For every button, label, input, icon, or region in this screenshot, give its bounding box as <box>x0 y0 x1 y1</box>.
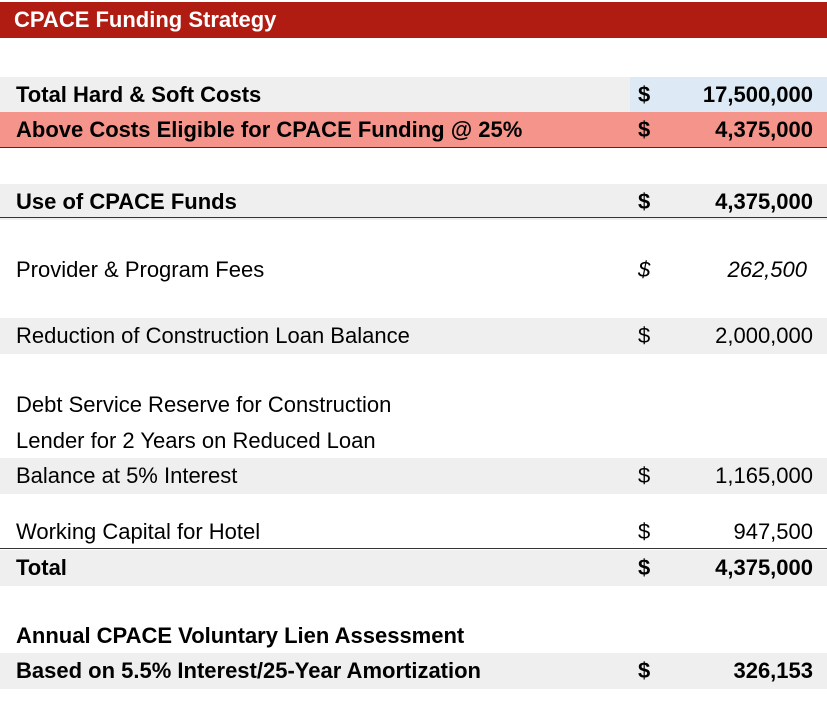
currency-symbol: $ <box>638 189 651 214</box>
row-amount: 4,375,000 <box>715 189 813 214</box>
divider <box>0 217 827 218</box>
row-amount: 1,165,000 <box>715 463 813 488</box>
currency-symbol: $ <box>638 117 651 142</box>
row-label: Based on 5.5% Interest/25-Year Amortization <box>16 658 481 683</box>
row-amount: 4,375,000 <box>715 117 813 142</box>
row-label: Debt Service Reserve for Construction <box>16 392 392 417</box>
row-reserve-line3 <box>0 458 827 494</box>
row-label: Use of CPACE Funds <box>16 189 237 214</box>
row-working-capital <box>0 514 827 550</box>
row-annual-line1 <box>0 618 827 654</box>
row-total <box>0 550 827 586</box>
divider <box>0 147 827 148</box>
currency-symbol: $ <box>638 82 651 107</box>
row-label: Provider & Program Fees <box>16 257 265 282</box>
row-amount: 326,153 <box>733 658 813 683</box>
currency-symbol: $ <box>638 519 651 544</box>
row-amount: 17,500,000 <box>702 82 813 107</box>
row-reduction <box>0 318 827 354</box>
row-reserve-line1 <box>0 387 827 423</box>
row-label: Lender for 2 Years on Reduced Loan <box>16 428 376 453</box>
page-title: CPACE Funding Strategy <box>0 2 827 38</box>
currency-symbol: $ <box>638 323 651 348</box>
row-amount: 4,375,000 <box>715 555 813 580</box>
row-label: Total <box>16 555 67 580</box>
row-use-of-funds <box>0 184 827 220</box>
row-total-costs <box>0 77 827 113</box>
row-reserve-line2 <box>0 423 827 459</box>
row-label: Balance at 5% Interest <box>16 463 238 488</box>
row-amount: 262,500 <box>727 257 807 282</box>
divider <box>0 548 827 549</box>
row-amount: 2,000,000 <box>715 323 813 348</box>
row-annual-line2 <box>0 653 827 689</box>
currency-symbol: $ <box>638 463 651 488</box>
row-provider-fees <box>0 252 827 288</box>
row-amount: 947,500 <box>733 519 813 544</box>
row-label: Working Capital for Hotel <box>16 519 261 544</box>
row-label: Reduction of Construction Loan Balance <box>16 323 410 348</box>
row-label: Above Costs Eligible for CPACE Funding @ 25% <box>16 117 523 142</box>
currency-symbol: $ <box>638 257 651 282</box>
row-eligible <box>0 112 827 148</box>
row-label: Total Hard & Soft Costs <box>16 82 262 107</box>
row-label: Annual CPACE Voluntary Lien Assessment <box>16 623 465 648</box>
currency-symbol: $ <box>638 555 651 580</box>
currency-symbol: $ <box>638 658 651 683</box>
